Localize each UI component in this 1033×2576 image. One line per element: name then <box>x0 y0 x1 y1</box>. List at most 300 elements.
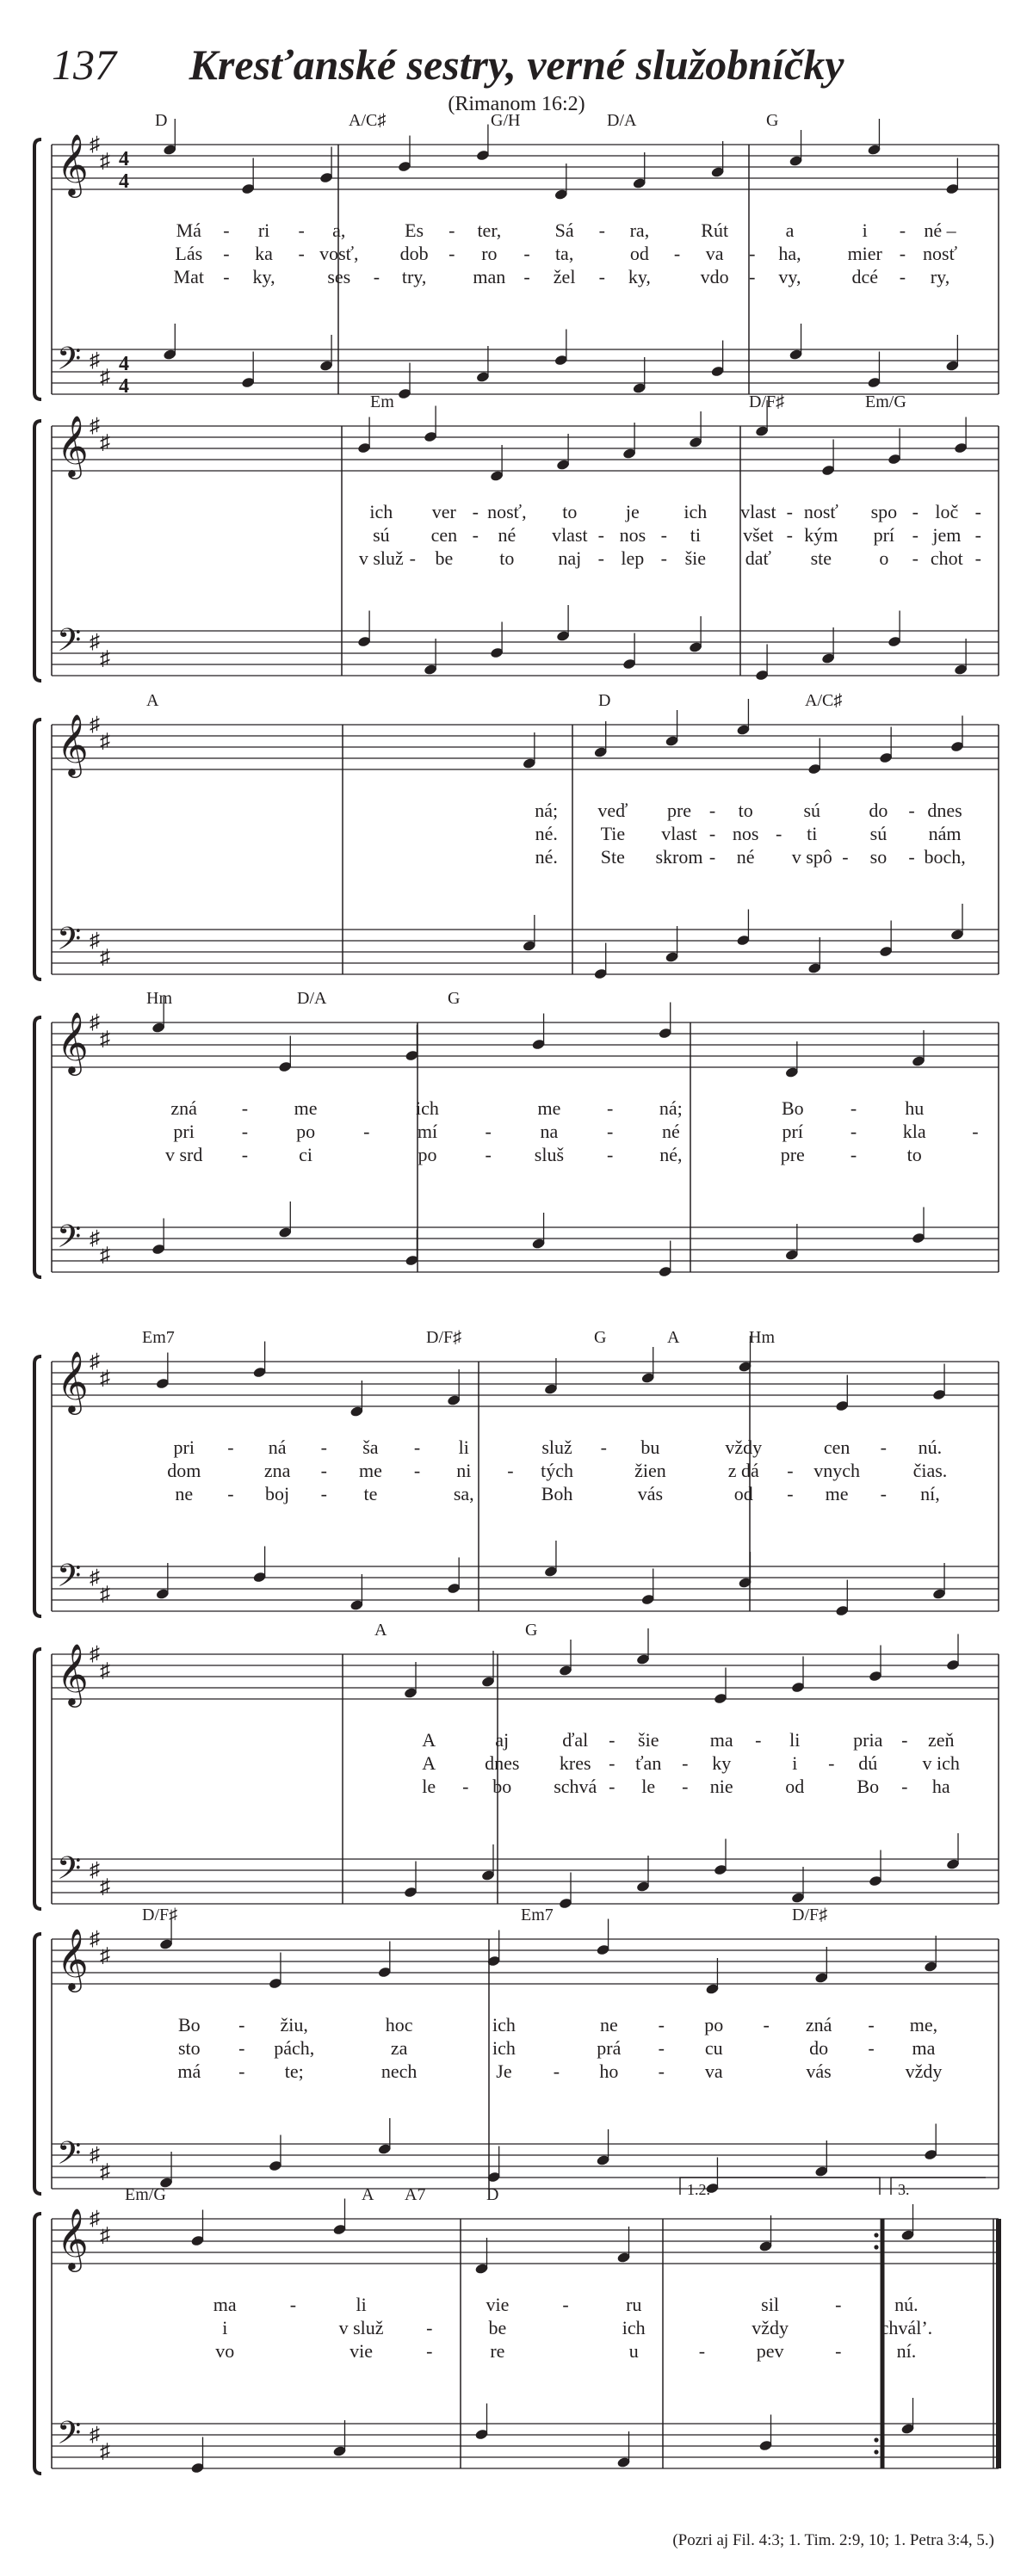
f-sharp: ♯ <box>90 415 100 437</box>
time-sig-bottom: 4 <box>119 375 129 398</box>
lyric-syllable: pria <box>853 1729 883 1751</box>
lyric-syllable: šie <box>638 1729 659 1751</box>
lyric-syllable: Mat <box>173 266 204 287</box>
syllable-hyphen: - <box>320 1460 327 1481</box>
lyric-syllable: ses <box>327 266 351 287</box>
system-bracket <box>34 139 41 399</box>
lyric-syllable: né – <box>924 219 956 241</box>
lyric-syllable: né. <box>535 846 558 868</box>
c-sharp: ♯ <box>100 1875 110 1899</box>
syllable-hyphen: - <box>609 1776 615 1797</box>
lyric-syllable: ha <box>931 1776 950 1797</box>
lyric-syllable: ho <box>599 2060 619 2082</box>
lyric-syllable: hoc <box>385 2014 413 2035</box>
chord-symbol: Em7 <box>142 1328 175 1347</box>
lyric-syllable: cen <box>430 524 458 546</box>
syllable-hyphen: - <box>868 2014 875 2035</box>
lyric-syllable: veď <box>597 800 628 821</box>
lyric-syllable: né <box>736 846 755 868</box>
bass-clef-icon: 𝄢 <box>57 1220 82 1262</box>
chord-symbol: Em <box>370 392 394 411</box>
f-sharp: ♯ <box>90 2424 100 2446</box>
chord-symbol: Em/G <box>125 2185 166 2204</box>
lyric-syllable: li <box>356 2294 367 2315</box>
lyric-syllable: nie <box>709 1776 733 1797</box>
syllable-hyphen: - <box>598 219 605 241</box>
treble-clef-icon: 𝄞 <box>57 136 89 195</box>
lyric-syllable: Boh <box>541 1483 573 1504</box>
lyric-syllable: i <box>792 1752 798 1774</box>
c-sharp: ♯ <box>100 431 110 454</box>
chord-symbol: G <box>525 1621 538 1640</box>
f-sharp: ♯ <box>90 2144 100 2166</box>
lyric-syllable: nech <box>380 2060 418 2082</box>
lyric-syllable: prí <box>782 1121 804 1142</box>
lyric-syllable: vo <box>215 2340 235 2362</box>
lyric-syllable: mí <box>417 1121 438 1142</box>
lyric-syllable: vlast <box>661 823 697 844</box>
lyric-syllable: vás <box>637 1483 664 1504</box>
lyric-syllable: zná <box>805 2014 832 2035</box>
lyric-syllable: ich <box>416 1097 439 1119</box>
lyric-syllable: po <box>704 2014 724 2035</box>
lyric-syllable: ci <box>299 1144 313 1165</box>
volta-label: 3. <box>898 2181 910 2198</box>
lyric-syllable: za <box>390 2037 408 2059</box>
f-sharp: ♯ <box>90 713 100 736</box>
treble-clef-icon: 𝄞 <box>57 1646 89 1704</box>
chord-symbol: G <box>594 1328 607 1347</box>
lyric-syllable: nos <box>732 823 759 844</box>
lyric-syllable: pri <box>173 1436 195 1458</box>
syllable-hyphen: - <box>609 1729 615 1751</box>
syllable-hyphen: - <box>708 846 716 868</box>
lyric-syllable: ky <box>712 1752 732 1774</box>
chord-symbol: A/C♯ <box>805 691 843 710</box>
lyric-syllable: je <box>625 501 640 522</box>
lyric-syllable: bu <box>640 1436 660 1458</box>
scripture-reference: (Rimanom 16:2) <box>448 93 585 115</box>
lyric-syllable: ša <box>362 1436 379 1458</box>
lyric-syllable: nú. <box>894 2294 919 2315</box>
lyric-syllable: kres <box>559 1752 591 1774</box>
lyric-syllable: chvál’. <box>880 2317 933 2338</box>
lyric-syllable: to <box>499 547 515 569</box>
syllable-hyphen: - <box>597 524 605 546</box>
system-bracket <box>34 1934 41 2194</box>
chord-symbol: G <box>448 989 461 1008</box>
lyric-syllable: chot <box>930 547 963 569</box>
lyric-syllable: vždy <box>725 1436 763 1458</box>
c-sharp: ♯ <box>100 1583 110 1606</box>
lyric-syllable: mier <box>847 243 882 264</box>
lyric-syllable: vy, <box>778 266 801 287</box>
c-sharp: ♯ <box>100 1659 110 1683</box>
lyric-syllable: dcé <box>851 266 878 287</box>
c-sharp: ♯ <box>100 1244 110 1267</box>
lyric-syllable: a <box>785 219 795 241</box>
chord-symbol: A <box>362 2185 374 2204</box>
lyric-syllable: nú. <box>918 1436 943 1458</box>
song-number: 137 <box>52 40 116 89</box>
c-sharp: ♯ <box>100 730 110 753</box>
lyric-syllable: nos <box>619 524 646 546</box>
syllable-hyphen: - <box>553 2060 560 2082</box>
lyric-syllable: ter, <box>477 219 502 241</box>
syllable-hyphen: - <box>462 1776 469 1797</box>
syllable-hyphen: - <box>776 823 782 844</box>
syllable-hyphen: - <box>908 846 915 868</box>
lyric-syllable: ro <box>481 243 498 264</box>
lyric-syllable: vdo <box>700 266 729 287</box>
syllable-hyphen: - <box>658 2060 665 2082</box>
chord-symbol: A/C♯ <box>349 111 387 130</box>
lyric-syllable: a, <box>332 219 346 241</box>
lyric-syllable: man <box>473 266 506 287</box>
syllable-hyphen: - <box>787 1483 794 1504</box>
lyric-syllable: sú <box>373 524 390 546</box>
syllable-hyphen: - <box>899 243 906 264</box>
lyric-syllable: ma <box>709 1729 733 1751</box>
lyric-syllable: bo <box>492 1776 512 1797</box>
lyric-syllable: nosť, <box>487 501 527 522</box>
lyric-syllable: né <box>498 524 516 546</box>
lyric-syllable: zeň <box>927 1729 955 1751</box>
chord-symbol: D/F♯ <box>142 1906 178 1924</box>
f-sharp: ♯ <box>90 133 100 156</box>
syllable-hyphen: - <box>413 1436 421 1458</box>
lyric-syllable: A <box>422 1752 436 1774</box>
lyric-syllable: ti <box>690 524 701 546</box>
c-sharp: ♯ <box>100 1367 110 1390</box>
chord-symbol: G/H <box>491 111 521 130</box>
syllable-hyphen: - <box>912 547 919 569</box>
syllable-hyphen: - <box>708 823 716 844</box>
system-4 <box>34 989 999 1278</box>
chord-symbol: A <box>667 1328 680 1347</box>
system-7 <box>34 1906 999 2195</box>
syllable-hyphen: - <box>448 243 455 264</box>
lyric-syllable: va <box>705 243 724 264</box>
syllable-hyphen: - <box>658 2037 665 2059</box>
lyric-syllable: vnych <box>813 1460 860 1481</box>
syllable-hyphen: - <box>912 501 919 522</box>
syllable-hyphen: - <box>908 800 915 821</box>
lyric-syllable: lep <box>621 547 645 569</box>
syllable-hyphen: - <box>223 266 230 287</box>
syllable-hyphen: - <box>708 800 716 821</box>
syllable-hyphen: - <box>828 1752 835 1774</box>
f-sharp: ♯ <box>90 349 100 372</box>
treble-clef-icon: 𝄞 <box>57 2210 89 2269</box>
treble-clef-icon: 𝄞 <box>57 1014 89 1072</box>
syllable-hyphen: - <box>901 1776 908 1797</box>
system-bracket <box>34 1649 41 1909</box>
lyric-syllable: Ste <box>600 846 625 868</box>
chord-symbol: D/A <box>297 989 327 1008</box>
lyric-syllable: va <box>704 2060 723 2082</box>
chord-symbol: Hm <box>146 989 172 1008</box>
syllable-hyphen: - <box>320 1436 327 1458</box>
lyric-syllable: cen <box>823 1436 851 1458</box>
lyric-syllable: te; <box>284 2060 304 2082</box>
syllable-hyphen: - <box>598 266 605 287</box>
lyric-syllable: né <box>661 1121 680 1142</box>
chord-symbol: Em/G <box>865 392 906 411</box>
lyric-syllable: po <box>296 1121 316 1142</box>
syllable-hyphen: - <box>472 501 479 522</box>
lyric-syllable: dať <box>745 547 771 569</box>
syllable-hyphen: - <box>901 1729 908 1751</box>
syllable-hyphen: - <box>899 266 906 287</box>
lyric-syllable: Lás <box>175 243 203 264</box>
lyric-syllable: naj <box>558 547 582 569</box>
time-sig-top: 4 <box>119 353 129 375</box>
syllable-hyphen: - <box>413 1460 421 1481</box>
lyric-syllable: šie <box>684 547 707 569</box>
lyric-syllable: prá <box>597 2037 622 2059</box>
lyric-syllable: ri <box>257 219 270 241</box>
lyric-syllable: tých <box>541 1460 574 1481</box>
syllable-hyphen: - <box>660 524 668 546</box>
lyric-syllable: od <box>629 243 649 264</box>
lyric-syllable: dom <box>167 1460 201 1481</box>
lyric-syllable: aj <box>495 1729 510 1751</box>
syllable-hyphen: - <box>880 1436 887 1458</box>
syllable-hyphen: - <box>850 1097 857 1119</box>
syllable-hyphen: - <box>880 1483 887 1504</box>
lyric-syllable: Tie <box>600 823 626 844</box>
lyric-syllable: ma <box>213 2294 237 2315</box>
syllable-hyphen: - <box>363 1121 370 1142</box>
lyric-syllable: re <box>490 2340 505 2362</box>
lyric-syllable: schvá <box>554 1776 597 1797</box>
lyric-syllable: ky, <box>628 266 651 287</box>
lyric-syllable: li <box>458 1436 469 1458</box>
c-sharp: ♯ <box>100 647 110 670</box>
lyric-syllable: v ich <box>922 1752 960 1774</box>
syllable-hyphen: - <box>223 243 230 264</box>
syllable-hyphen: - <box>238 2060 245 2082</box>
syllable-hyphen: - <box>606 1121 614 1142</box>
lyric-syllable: i <box>862 219 868 241</box>
chord-symbol: A <box>146 691 159 710</box>
syllable-hyphen: - <box>373 266 380 287</box>
repeat-dot <box>874 2245 878 2249</box>
syllable-hyphen: - <box>755 1729 762 1751</box>
f-sharp: ♯ <box>90 1350 100 1373</box>
syllable-hyphen: - <box>974 547 982 569</box>
system-5 <box>34 1328 999 1617</box>
lyric-syllable: ver <box>431 501 456 522</box>
bass-clef-icon: 𝄢 <box>57 2416 82 2458</box>
syllable-hyphen: - <box>835 2340 842 2362</box>
c-sharp: ♯ <box>100 1944 110 1968</box>
bass-clef-icon: 𝄢 <box>57 342 82 384</box>
chord-symbol: D/F♯ <box>749 392 785 411</box>
repeat-dot <box>874 2437 878 2442</box>
system-bracket <box>34 421 41 681</box>
syllable-hyphen: - <box>673 243 681 264</box>
syllable-hyphen: - <box>562 2294 569 2315</box>
song-title: Kresťanské sestry, verné služobníčky <box>189 40 844 89</box>
syllable-hyphen: - <box>786 501 794 522</box>
chord-symbol: A7 <box>405 2185 426 2204</box>
syllable-hyphen: - <box>597 547 605 569</box>
lyric-syllable: v služ <box>358 547 404 569</box>
lyric-syllable: ná <box>268 1436 287 1458</box>
lyric-syllable: ta, <box>554 243 574 264</box>
syllable-hyphen: - <box>238 2037 245 2059</box>
lyric-syllable: zna <box>263 1460 291 1481</box>
lyric-syllable: skrom <box>655 846 703 868</box>
lyric-syllable: le <box>641 1776 656 1797</box>
syllable-hyphen: - <box>606 1097 614 1119</box>
lyric-syllable: sto <box>178 2037 201 2059</box>
lyric-syllable: ne <box>599 2014 618 2035</box>
lyric-syllable: ich <box>684 501 708 522</box>
lyric-syllable: ti <box>807 823 818 844</box>
syllable-hyphen: - <box>241 1144 249 1165</box>
lyric-syllable: li <box>789 1729 801 1751</box>
lyric-syllable: po <box>418 1144 437 1165</box>
syllable-hyphen: - <box>523 243 530 264</box>
syllable-hyphen: - <box>600 1436 607 1458</box>
lyric-syllable: vosť, <box>319 243 359 264</box>
lyric-syllable: všet <box>743 524 774 546</box>
lyric-syllable: to <box>906 1144 922 1165</box>
lyric-syllable: ru <box>626 2294 642 2315</box>
treble-clef-icon: 𝄞 <box>57 1930 89 1989</box>
syllable-hyphen: - <box>974 524 982 546</box>
lyric-syllable: ich <box>369 501 393 522</box>
syllable-hyphen: - <box>507 1460 514 1481</box>
syllable-hyphen: - <box>485 1121 492 1142</box>
syllable-hyphen: - <box>241 1097 249 1119</box>
syllable-hyphen: - <box>320 1483 327 1504</box>
lyric-syllable: pri <box>173 1121 195 1142</box>
syllable-hyphen: - <box>298 219 305 241</box>
treble-clef-icon: 𝄞 <box>57 716 89 775</box>
system-bracket <box>34 720 41 979</box>
bass-clef-icon: 𝄢 <box>57 2136 82 2178</box>
bass-clef-icon: 𝄢 <box>57 922 82 964</box>
lyric-syllable: spo <box>870 501 898 522</box>
syllable-hyphen: - <box>606 1144 614 1165</box>
system-1 <box>34 111 999 400</box>
lyric-syllable: z dá <box>727 1460 759 1481</box>
lyric-syllable: me <box>825 1483 849 1504</box>
f-sharp: ♯ <box>90 1227 100 1250</box>
syllable-hyphen: - <box>227 1483 234 1504</box>
syllable-hyphen: - <box>660 547 668 569</box>
lyric-syllable: nám <box>928 823 962 844</box>
syllable-hyphen: - <box>835 2294 842 2315</box>
lyric-syllable: žiu, <box>280 2014 308 2035</box>
system-8 <box>34 2178 999 2474</box>
c-sharp: ♯ <box>100 2224 110 2247</box>
syllable-hyphen: - <box>448 219 455 241</box>
lyric-syllable: nosť <box>923 243 957 264</box>
chord-symbol: D <box>155 111 168 130</box>
bass-clef-icon: 𝄢 <box>57 623 82 665</box>
lyric-syllable: do <box>809 2037 829 2059</box>
lyric-syllable: vás <box>806 2060 832 2082</box>
syllable-hyphen: - <box>238 2014 245 2035</box>
syllable-hyphen: - <box>227 1436 234 1458</box>
syllable-hyphen: - <box>682 1752 689 1774</box>
lyric-syllable: služ <box>541 1436 572 1458</box>
lyric-syllable: ní. <box>896 2340 917 2362</box>
repeat-dot <box>874 2233 878 2237</box>
f-sharp: ♯ <box>90 1011 100 1034</box>
syllable-hyphen: - <box>426 2317 433 2338</box>
f-sharp: ♯ <box>90 2208 100 2230</box>
lyric-syllable: Je <box>496 2060 512 2082</box>
lyric-syllable: cu <box>704 2037 723 2059</box>
lyric-syllable: žien <box>634 1460 666 1481</box>
lyric-syllable: od <box>733 1483 753 1504</box>
syllable-hyphen: - <box>241 1121 249 1142</box>
lyric-syllable: prí <box>873 524 895 546</box>
syllable-hyphen: - <box>658 2014 665 2035</box>
system-bracket <box>34 2214 41 2474</box>
lyric-syllable: dob <box>399 243 429 264</box>
syllable-hyphen: - <box>485 1144 492 1165</box>
lyric-syllable: vždy <box>752 2317 789 2338</box>
c-sharp: ♯ <box>100 946 110 969</box>
syllable-hyphen: - <box>409 547 417 569</box>
syllable-hyphen: - <box>899 219 906 241</box>
f-sharp: ♯ <box>90 1928 100 1950</box>
lyric-syllable: i <box>222 2317 228 2338</box>
lyric-syllable: nosť <box>803 501 838 522</box>
lyric-syllable: dnes <box>485 1752 520 1774</box>
lyric-syllable: ha, <box>778 243 801 264</box>
c-sharp: ♯ <box>100 2160 110 2184</box>
lyric-syllable: hu <box>905 1097 925 1119</box>
bass-clef-icon: 𝄢 <box>57 1851 82 1893</box>
f-sharp: ♯ <box>90 1643 100 1665</box>
lyric-syllable: vždy <box>905 2060 943 2082</box>
lyric-syllable: na <box>540 1121 559 1142</box>
lyric-syllable: sluš <box>534 1144 565 1165</box>
bass-clef-icon: 𝄢 <box>57 1559 82 1601</box>
lyric-syllable: u <box>628 2340 639 2362</box>
lyric-syllable: né. <box>535 823 558 844</box>
lyric-syllable: pre <box>666 800 692 821</box>
syllable-hyphen: - <box>974 501 982 522</box>
syllable-hyphen: - <box>523 266 530 287</box>
syllable-hyphen: - <box>698 2340 706 2362</box>
system-3 <box>34 691 999 980</box>
lyric-syllable: ra, <box>629 219 650 241</box>
syllable-hyphen: - <box>289 2294 297 2315</box>
lyric-syllable: jem <box>932 524 962 546</box>
lyric-syllable: kla <box>902 1121 926 1142</box>
lyric-syllable: Bo <box>781 1097 804 1119</box>
lyric-syllable: ne <box>175 1483 194 1504</box>
lyric-syllable: od <box>785 1776 805 1797</box>
f-sharp: ♯ <box>90 1566 100 1589</box>
chord-symbol: D <box>598 691 611 710</box>
syllable-hyphen: - <box>749 243 756 264</box>
lyric-syllable: loč <box>935 501 959 522</box>
c-sharp: ♯ <box>100 1028 110 1051</box>
lyric-syllable: ťan <box>635 1752 662 1774</box>
lyric-syllable: v srd <box>164 1144 203 1165</box>
syllable-hyphen: - <box>850 1144 857 1165</box>
